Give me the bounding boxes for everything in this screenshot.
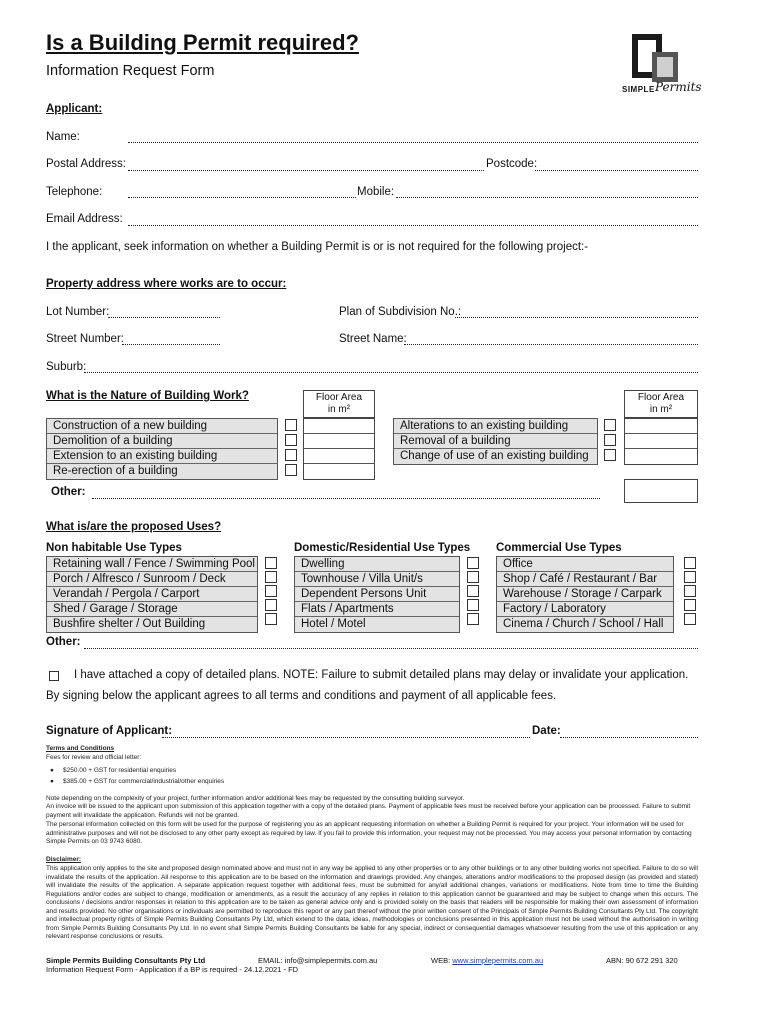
- footer-web-link[interactable]: www.simplepermits.com.au: [452, 956, 544, 965]
- checkbox-demolition[interactable]: [285, 434, 297, 446]
- email-label: Email Address:: [46, 213, 123, 225]
- checkbox-shed[interactable]: [265, 599, 277, 611]
- checkbox-warehouse[interactable]: [684, 585, 696, 597]
- disclaimer-text: This application only applies to the site and proposed design nominated above and must not in any way be applied to any other properties or to any other buildings or to any other building works not specified. Failure to do so will invalidate the results of the application. All response to this application are to be based on the information and drawings provided. Any changes, alterations and/or modifications to the proposed design (as provided and stated) will invalidate the results of the application. A separate application request together with additional fees, must be submitted for any/all additional changes, variations or modifications. Note from time to time the Building Regulations and/or codes are subject to change, modification or amendments, as a result the accuracy of any replies in relation to this application cannot be guaranteed and may be subject to change when this occurs. The conclusions / decisions and/or responses in relation to this application are to be taken as general advice only and is provided solely on the basis that readers will be responsible for making their own assessment of information and results provided. No other organisations or individuals are permitted to reproduce this report or any part thereof without the prior written consent of the Principals of Simple Permits Building Consultants Pty Ltd. The copyright and intellectual property rights of Simple Permits Building Consultants Pty Ltd, which extend to the data, ideas, methodologies or conclusions presented in this application must not be used without the authorisation in writing from Simple Permits Building Consultants Pty Ltd. In no event shall Simple Permits Building Consultants be liable for any special, indirect or consequential damages whatsoever resulting from the use of this application or any relevant response conclusions or results.: [46, 865, 698, 940]
- postal-label: Postal Address:: [46, 158, 126, 170]
- checkbox-extension[interactable]: [285, 449, 297, 461]
- checkbox-townhouse[interactable]: [467, 571, 479, 583]
- nature-right-list: [393, 418, 598, 465]
- floor-area-header-left: [303, 390, 375, 418]
- nature-other-label: Other:: [51, 486, 86, 498]
- list-item: Re-erection of a building: [47, 464, 277, 479]
- plan-subdivision-label: Plan of Subdivision No.:: [339, 306, 462, 318]
- checkbox-plans-attached[interactable]: [49, 671, 59, 681]
- checkbox-dwelling[interactable]: [467, 557, 479, 569]
- street-name-label: Street Name:: [339, 333, 407, 345]
- page-title: Is a Building Permit required?: [46, 30, 359, 55]
- signature-label: Signature of Applicant:: [46, 725, 173, 737]
- checkbox-flats[interactable]: [467, 599, 479, 611]
- email-field[interactable]: [128, 225, 698, 226]
- floor-area-header-right: [624, 390, 698, 418]
- list-item: Townhouse / Villa Unit/s: [295, 572, 459, 587]
- floor-area-unit: in m²: [327, 404, 351, 415]
- footer-abn: ABN: 90 672 291 320: [606, 956, 678, 965]
- applicant-heading: Applicant:: [46, 103, 103, 115]
- terms-heading: Terms and Conditions: [46, 745, 115, 752]
- list-item: Verandah / Pergola / Carport: [47, 587, 257, 602]
- checkbox-factory[interactable]: [684, 599, 696, 611]
- list-item: Retaining wall / Fence / Swimming Pool: [47, 557, 257, 572]
- checkbox-retaining-wall[interactable]: [265, 557, 277, 569]
- checkbox-re-erection[interactable]: [285, 464, 297, 476]
- fees-line: Fees for review and official letter:: [46, 754, 142, 761]
- checkbox-shop[interactable]: [684, 571, 696, 583]
- list-item: Porch / Alfresco / Sunroom / Deck: [47, 572, 257, 587]
- street-number-label: Street Number:: [46, 333, 124, 345]
- agree-text: By signing below the applicant agrees to all terms and conditions and payment of all applicable fees.: [46, 690, 557, 702]
- telephone-field[interactable]: [128, 197, 356, 198]
- form-subtitle: Information Request Form: [46, 63, 215, 79]
- checkbox-hotel[interactable]: [467, 613, 479, 625]
- list-item: Hotel / Motel: [295, 617, 459, 632]
- floor-area-right-column[interactable]: [624, 418, 698, 465]
- uses-heading: What is/are the proposed Uses?: [46, 521, 222, 533]
- list-item: Office: [497, 557, 673, 572]
- applicant-statement: I the applicant, seek information on whether a Building Permit is or is not required for the following project:-: [46, 241, 589, 253]
- list-item: Warehouse / Storage / Carpark: [497, 587, 673, 602]
- plan-subdivision-field[interactable]: [455, 317, 698, 318]
- postal-address-field[interactable]: [128, 170, 484, 171]
- terms-note-3: The personal information collected on this form will be used for the purpose of registering you as an applicant requesting information on whether a Building Permit is required for your project. Your information will be used for administrative purposes and will not be disclosed to any other party except as required by law. If you fail to provide this information, your request may not be processed. You may access your personal information by contacting Simple Permits on 03 9743 6080.: [46, 821, 692, 845]
- terms-note-2: An invoice will be issued to the applicant upon submission of this application together with a copy of the detailed plans. Payment of applicable fees must be received before your application can be processed. Failure to submit payment will invalidate the application. Refunds will not be granted.: [46, 803, 691, 819]
- checkbox-removal[interactable]: [604, 434, 616, 446]
- list-item: Shop / Café / Restaurant / Bar: [497, 572, 673, 587]
- list-item: Shed / Garage / Storage: [47, 602, 257, 617]
- checkbox-bushfire-shelter[interactable]: [265, 613, 277, 625]
- footer-company: Simple Permits Building Consultants Pty Ltd: [46, 956, 206, 965]
- postcode-label: Postcode:: [486, 158, 538, 170]
- footer-form-ref: Information Request Form - Application if a BP is required - 24.12.2021 - FD: [46, 965, 299, 974]
- nature-heading: What is the Nature of Building Work?: [46, 390, 249, 402]
- uses-other-label: Other:: [46, 636, 81, 648]
- signature-field[interactable]: [162, 737, 530, 738]
- suburb-label: Suburb:: [46, 361, 87, 373]
- list-item: Alterations to an existing building: [394, 419, 597, 434]
- footer-email: EMAIL: info@simplepermits.com.au: [258, 956, 378, 965]
- logo-text: SIMPLE: [622, 85, 655, 94]
- footer-web-label: WEB:: [431, 956, 451, 965]
- list-item: Construction of a new building: [47, 419, 277, 434]
- logo-script: Permits: [655, 80, 702, 94]
- fee-text: $250.00 + GST for residential enquiries: [62, 767, 177, 774]
- list-item: Bushfire shelter / Out Building: [47, 617, 257, 632]
- disclaimer-heading: Disclaimer:: [46, 856, 82, 863]
- nature-left-list: [46, 418, 278, 480]
- list-item: Dwelling: [295, 557, 459, 572]
- name-field[interactable]: [128, 142, 698, 143]
- fee-item: ● $385.00 + GST for commercial/industrial/other enquiries: [50, 778, 225, 785]
- suburb-field[interactable]: [84, 372, 698, 373]
- fee-item: ● $250.00 + GST for residential enquiries: [50, 767, 177, 774]
- list-item: Flats / Apartments: [295, 602, 459, 617]
- name-label: Name:: [46, 131, 80, 143]
- plans-attached-text: I have attached a copy of detailed plans. NOTE: Failure to submit detailed plans may delay or invalidate your application.: [74, 669, 689, 681]
- footer-web: [431, 956, 543, 965]
- street-number-field[interactable]: [122, 344, 220, 345]
- simple-permits-logo: [618, 30, 700, 102]
- checkbox-new-building[interactable]: [285, 419, 297, 431]
- date-label: Date:: [532, 725, 561, 737]
- commercial-title: Commercial Use Types: [496, 542, 622, 554]
- list-item: Extension to an existing building: [47, 449, 277, 464]
- telephone-label: Telephone:: [46, 186, 103, 198]
- nature-other-field[interactable]: [92, 498, 600, 499]
- list-item: Change of use of an existing building: [394, 449, 597, 464]
- commercial-list: [496, 556, 674, 633]
- terms-note-1: Note depending on the complexity of your project, further information and/or additional fees may be requested by the consulting building surveyor.: [46, 795, 465, 802]
- street-name-field[interactable]: [404, 344, 698, 345]
- domestic-list: [294, 556, 460, 633]
- floor-area-left-column[interactable]: [303, 418, 375, 480]
- checkbox-porch[interactable]: [265, 571, 277, 583]
- fee-text: $385.00 + GST for commercial/industrial/other enquiries: [62, 778, 225, 785]
- mobile-field[interactable]: [396, 197, 698, 198]
- checkbox-office[interactable]: [684, 557, 696, 569]
- postcode-field[interactable]: [535, 170, 698, 171]
- checkbox-alterations[interactable]: [604, 419, 616, 431]
- checkbox-verandah[interactable]: [265, 585, 277, 597]
- checkbox-change-of-use[interactable]: [604, 449, 616, 461]
- list-item: Dependent Persons Unit: [295, 587, 459, 602]
- checkbox-cinema[interactable]: [684, 613, 696, 625]
- lot-number-label: Lot Number:: [46, 306, 110, 318]
- list-item: Factory / Laboratory: [497, 602, 673, 617]
- floor-area-unit: in m²: [649, 404, 673, 415]
- mobile-label: Mobile:: [357, 186, 395, 198]
- non-habitable-list: [46, 556, 258, 633]
- floor-area-label: Floor Area: [637, 392, 685, 403]
- date-field[interactable]: [560, 737, 698, 738]
- list-item: Removal of a building: [394, 434, 597, 449]
- list-item: Demolition of a building: [47, 434, 277, 449]
- domestic-title: Domestic/Residential Use Types: [294, 542, 471, 554]
- nature-other-floor-area[interactable]: [624, 479, 698, 503]
- floor-area-label: Floor Area: [315, 392, 363, 403]
- uses-other-field[interactable]: [84, 648, 698, 649]
- lot-number-field[interactable]: [108, 317, 220, 318]
- property-heading: Property address where works are to occur:: [46, 278, 287, 290]
- non-habitable-title: Non habitable Use Types: [46, 542, 182, 554]
- checkbox-dependent-persons-unit[interactable]: [467, 585, 479, 597]
- list-item: Cinema / Church / School / Hall: [497, 617, 673, 632]
